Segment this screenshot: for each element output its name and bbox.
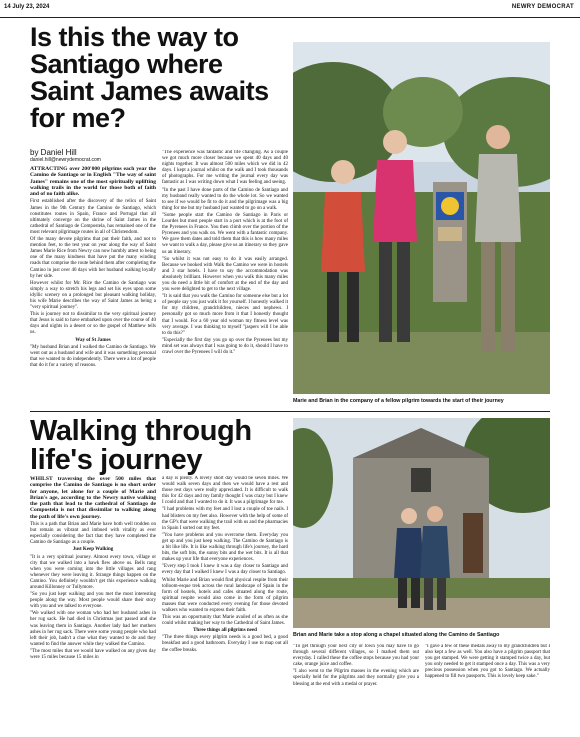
- article2-subheading: Just Keep Walking: [72, 547, 114, 553]
- article1-paragraph: "So whilst it was not easy to do it was easily arranged. Because we booked with Walk the Camino we were in hostels and 3 star hotels. I have to say the accommodation was absolutely brilliant. However when you walk this many miles you do need a little bit of comfort at the end of the day and you were delighted to get to the next village.: [162, 256, 288, 293]
- article1-photo: [293, 42, 550, 394]
- article2-paragraph: "We walked with one woman who had her husband ashes in her rug sack. He had died in Christmas just passed and she was leaving them in Santiago. Another lady had her mothers ashes in her rug sack. There were some young people who had left their job, hadn't a clue what they wanted to do and they wanted to find the answer while they walked the Camino.: [30, 611, 156, 647]
- issue-date: 14 July 23, 2024: [4, 4, 50, 10]
- article1-email[interactable]: daniel.hill@newrydemocrat.com: [30, 157, 101, 163]
- article2-column-4: [425, 644, 550, 734]
- article2-paragraph: This is a path that Brian and Marie have both well trodden on but remain as vibrant and imbued with vitality as ever especially considering the fact that they have completed the Camino de Santiago as a couple.: [30, 522, 156, 546]
- chapel-photo: [293, 418, 550, 628]
- article2-paragraph: "I had problems with my feet and I lost a couple of toe nails. I had blisters on my feet also. However with the help of some of the GP's that were walking the trail with us and the pharmacies in Spain I sorted out my feet.: [162, 507, 288, 531]
- article2-paragraph: "I gave a few of these medals away to my grandchildren but I also kept a few as well. You also have a pilgrim passport that you get stamped. We were getting it stamped twice a day, but you only needed to get it stamped once a day. This was a very precious possession when you got to Santiago. We actually happened to fill two passports. This is lovely keep sake.": [425, 644, 550, 680]
- article1-lead: ATTRACTING over 200'000 pilgrims each year the Camino de Santiago or in English "The way of saint James" remains one of the most spiritually uplifting walking trails in the world for those both of faith and of no faith alike.: [30, 166, 156, 198]
- section-divider: [30, 411, 550, 412]
- article2-paragraph: "Every step I took I knew it was a day closer to Santiago and every day that I walked I knew I was a day closer to Santiago.: [162, 564, 288, 576]
- article1-paragraph: "The experience was fantastic and life changing. As a couple we got much more closer because we spent 40 days and 40 nights together. It was almost 500 miles which we did in 42 days. I kept a journal whilst on the walk and I took thousands of photographs. For me writing the journal every day was fantastic as I was writing down what I was feeling and seeing.: [162, 150, 288, 186]
- article2-photo-caption: Brian and Marie take a stop along a chapel situated along the Camino de Santiago: [293, 632, 500, 638]
- article1-paragraph: "It is said that you walk the Camino for someone else but a lot of people say you just walk it for yourself. I honestly walked it for my children, grandchildren, nieces and nephews. I personally got so much more from it that I honestly thought that I would. For a 60 year old woman my fitness level was very average. I was thinking to myself "jaspers will I be able to do this?": [162, 294, 288, 336]
- article1-column-1: [30, 166, 156, 404]
- article1-byline: by Daniel Hill: [30, 148, 77, 157]
- article1-paragraph: "My husband Brian and I walked the Camino de Santiago. We went out as a husband and wife and it was something personal that we wanted to do independently. There were a lot of people that do it for a variety of reasons.: [30, 344, 156, 368]
- article2-paragraph: "I also went to the Pilgrim masses in the evening which are specially held for the pilgrims and they normally give you a blessing at the end with a medal or prayer.: [293, 669, 419, 687]
- article1-headline: Is this the way to Santiago where Saint James awaits for me?: [30, 22, 269, 133]
- article2-paragraph: "The three things every pilgrim needs is a good bed, a good breakfast and a good bathroom. Everyday I use to map out all the coffee breaks.: [162, 635, 288, 653]
- article1-column-2: [162, 150, 288, 406]
- article2-photo: [293, 418, 550, 628]
- article2-paragraph: a day is plenty. A lovely short day would be seven miles. We would walk seven days and then we would have a rest and those rest days were really appreciated. It is difficult to walk this for 42 days and my family thought I was crazy but I knew I could and that I wanted to do it. It was a pilgrimage for me.: [162, 476, 288, 506]
- article1-paragraph: "Some people start the Camino de Santiago in Paris or Lourdes but most people start in a port which is at the foot of the Pyrenees in France. You then climb over the portion of the Pyrenees and you walk on. We went with a fantastic company. We gave them dates and told them that this is how many miles we want to walk a day, please give us an itinerary so they gave us an itinerary.: [162, 212, 288, 255]
- article1-paragraph: First established after the discovery of the relics of Saint James in the 9th Century the Camino de Santiago, which constitutes routes in Spain, France and Portugal that all ultimately converge on the shrine of Saint James in the cathedral of Santiago de Compostela, has remained one of the most relevant pilgrimage routes in all of Christendom.: [30, 199, 156, 235]
- article1-paragraph: "Especially the first day you go up over the Pyrenees but my mind set was always that I was going to do it, should I have to crawl over the Pyrenees I will do it.": [162, 337, 288, 355]
- article2-paragraph: Whilst Marie and Brian would find physical respite from their tolloom-esque trek across the rural landscape of Spain in the form of hostels, hotels and cafes situated along the route, spiritual respite would also come in the form of pilgrim masses that were conducted every evening for those devoted walkers who wanted to express their faith.: [162, 577, 288, 613]
- article2-headline: Walking through life's journey: [30, 415, 252, 476]
- article1-paragraph: "In the past I have done parts of the Camino de Santiago and my husband really wanted to do the whole lot. So we wanted to see if we would be fit to do it and the pilgrimage was a big thing for me but my husband just wanted to go on a walk.: [162, 187, 288, 211]
- article2-column-1: [30, 476, 156, 732]
- article1-photo-caption: Marie and Brian in the company of a fellow pilgrim towards the start of their journey: [293, 398, 504, 404]
- article2-paragraph: "So you just kept walking and you met the most interesting people along the way. Most people would share their story with you and we talked to everyone.: [30, 592, 156, 610]
- article1-paragraph: This is journey not to dissimilar to the very spiritual journey that Jesus is said to have embarked upon over the course of 40 days and nights in a desert or so the gospel of Matthew tells us.: [30, 312, 156, 336]
- article1-paragraph: Of the many devote pilgrims that put their faith, and not to mention feet, to the test year on year along the way of Saint James Marie Rice from Newry can now humbly attest to being one of the many kindness that have put the many winding roads that comprise the route behind them after completing the Camino in just over 40 days with her husband walking loyally by her side.: [30, 237, 156, 279]
- article2-column-2: [162, 476, 288, 732]
- article2-paragraph: "To get through your next city or town you may have to go through several different villages, so I marked them out everyday. I called these the coffee stops because you had your cake, orange juice and coffee.: [293, 644, 419, 668]
- pilgrims-photo-1: [293, 42, 550, 394]
- article2-paragraph: This was an opportunity that Marie availed of as often as she could whilst making her way to the Cathedral of Saint James.: [162, 615, 288, 627]
- newspaper-name: NEWRY DEMOCRAT: [511, 4, 574, 10]
- article2-subheading: Three things all pilgrims need: [193, 628, 257, 634]
- article2-column-3: [293, 644, 419, 734]
- article2-lead: WHILST traversing the over 500 miles that comprise the Camino de Santiago is no short order for anyone, let alone for a couple of Marie and Brian's age, according to the Newry native walking the path that lead to the cathedral of Santiago de Compostela is not that dissimilar to walking along the path of life's own journey.: [30, 476, 156, 520]
- article1-subheading: Way of St James: [75, 337, 111, 343]
- article2-paragraph: "The most miles that we would have walked on any given day were 15 miles because 15 miles in: [30, 648, 156, 661]
- article2-paragraph: "You have problems and you overcome them. Everyday you get up and you just keep walking. The Camino de Santiago is a bit like life. It is like walking through life's journey, the hard bits, the soft bits, the sunny bits and the wet bits. It is all that makes up your life that everyone experiences.: [162, 532, 288, 563]
- article1-paragraph: However whilst for Mr. Rice the Camino de Santiago was simply a way to stretch his legs and set his eyes upon some idyllic scenery on a prolonged but pleasant walking holiday, his wife Marie describes the way of Saint James as being a "very spiritual journey".: [30, 280, 156, 311]
- article2-paragraph: "It is a very spiritual journey. Almost every town, village or city that we walked into a hawk flew above us. Bells rang when you were coming into the little villages and rang whenever they were leaving it. Strange things happen on the Camino. You definitely wouldn't get this experience walking around Killonney or Tullymore.: [30, 554, 156, 591]
- page-header: [0, 0, 580, 18]
